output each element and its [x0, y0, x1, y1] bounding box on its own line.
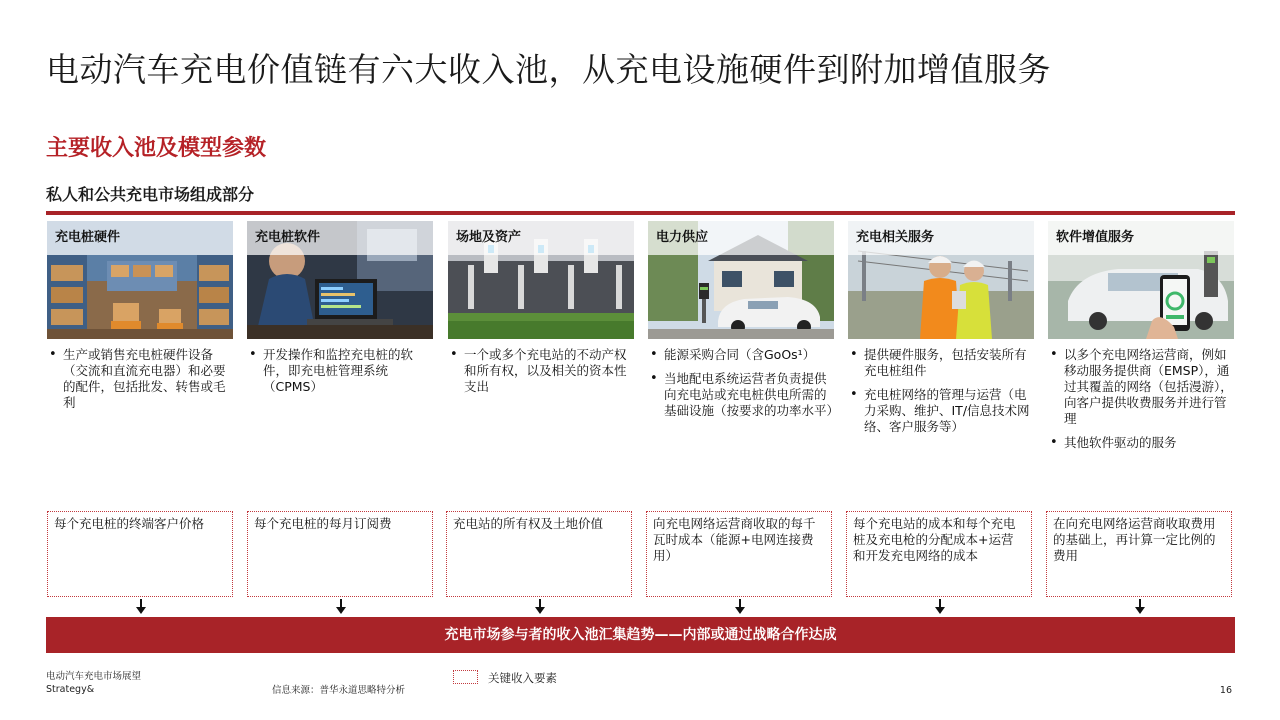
brand-name: Strategy&	[46, 684, 95, 695]
bullet-item: • 其他软件驱动的服务	[1048, 435, 1234, 451]
bullet-item: • 生产或销售充电桩硬件设备（交流和直流充电器）和必要的配件，包括批发、转售或毛利	[47, 347, 233, 411]
down-arrow-icon	[1135, 599, 1145, 615]
section-heading: 主要收入池及模型参数	[46, 136, 267, 161]
home-charging-photo	[648, 221, 834, 339]
summary-banner: 充电市场参与者的收入池汇集趋势——内部或通过战略合作达成	[46, 617, 1235, 653]
bullet-item: • 充电桩网络的管理与运营（电力采购、维护、IT/信息技术网络、客户服务等）	[848, 387, 1034, 435]
pool-description	[247, 347, 433, 395]
pool-description	[47, 347, 233, 411]
pool-description	[648, 347, 840, 419]
down-arrow-icon	[136, 599, 146, 615]
source-note: 信息来源：普华永道思略特分析	[272, 685, 406, 696]
bullet-item: • 一个或多个充电站的不动产权和所有权，以及相关的资本性支出	[448, 347, 634, 395]
revenue-pool-hardware	[47, 221, 233, 419]
smartphone-ev-photo	[1048, 221, 1234, 339]
page-number: 16	[1219, 685, 1232, 696]
down-arrow-icon	[535, 599, 545, 615]
down-arrow-icon	[336, 599, 346, 615]
model-parameter-box: 每个充电站的成本和每个充电桩及充电枪的分配成本+运营和开发充电网络的成本	[846, 511, 1032, 597]
bullet-item: • 当地配电系统运营者负责提供向充电站或充电桩供电所需的基础设施（按要求的功率水平）	[648, 371, 834, 419]
model-parameter-box: 充电站的所有权及土地价值	[446, 511, 632, 597]
pool-description	[448, 347, 634, 395]
pool-description	[848, 347, 1034, 435]
down-arrow-icon	[935, 599, 945, 615]
model-parameter-box: 每个充电桩的每月订阅费	[247, 511, 433, 597]
report-name: 电动汽车充电市场展望	[46, 671, 142, 682]
developer-laptop-photo	[247, 221, 433, 339]
revenue-pool-software-value-added	[1048, 221, 1234, 459]
pool-description	[1048, 347, 1234, 451]
revenue-pool-software	[247, 221, 433, 403]
market-label: 私人和公共充电市场组成部分	[46, 185, 255, 204]
model-parameter-box: 向充电网络运营商收取的每千瓦时成本（能源+电网连接费用）	[646, 511, 832, 597]
revenue-pool-charging-services	[848, 221, 1034, 443]
pool-label: 场地及资产	[448, 221, 634, 255]
pool-label: 电力供应	[648, 221, 834, 255]
pool-label: 充电桩硬件	[47, 221, 233, 255]
parking-lot-photo	[448, 221, 634, 339]
divider-rule	[46, 211, 1235, 215]
bullet-item: • 开发操作和监控充电桩的软件，即充电桩管理系统（CPMS）	[247, 347, 433, 395]
warehouse-photo	[47, 221, 233, 339]
pool-label: 充电相关服务	[848, 221, 1034, 255]
page-title: 电动汽车充电价值链有六大收入池，从充电设施硬件到附加增值服务	[46, 50, 1051, 89]
legend-swatch	[453, 670, 478, 684]
pool-label: 充电桩软件	[247, 221, 433, 255]
bullet-item: • 能源采购合同（含GoOs¹）	[648, 347, 834, 363]
engineers-substation-photo	[848, 221, 1034, 339]
bullet-item: • 以多个充电网络运营商，例如移动服务提供商（EMSP），通过其覆盖的网络（包括漫游），向客户提供收费服务并进行管理	[1048, 347, 1234, 427]
legend-label: 关键收入要素	[488, 671, 557, 685]
pool-label: 软件增值服务	[1048, 221, 1234, 255]
model-parameter-box: 每个充电桩的终端客户价格	[47, 511, 233, 597]
footer-report	[46, 670, 141, 696]
model-parameter-box: 在向充电网络运营商收取费用的基础上，再计算一定比例的费用	[1046, 511, 1232, 597]
bullet-item: • 提供硬件服务，包括安装所有充电桩组件	[848, 347, 1034, 379]
revenue-pool-site-assets	[448, 221, 634, 403]
down-arrow-icon	[735, 599, 745, 615]
revenue-pool-power-supply	[648, 221, 840, 427]
